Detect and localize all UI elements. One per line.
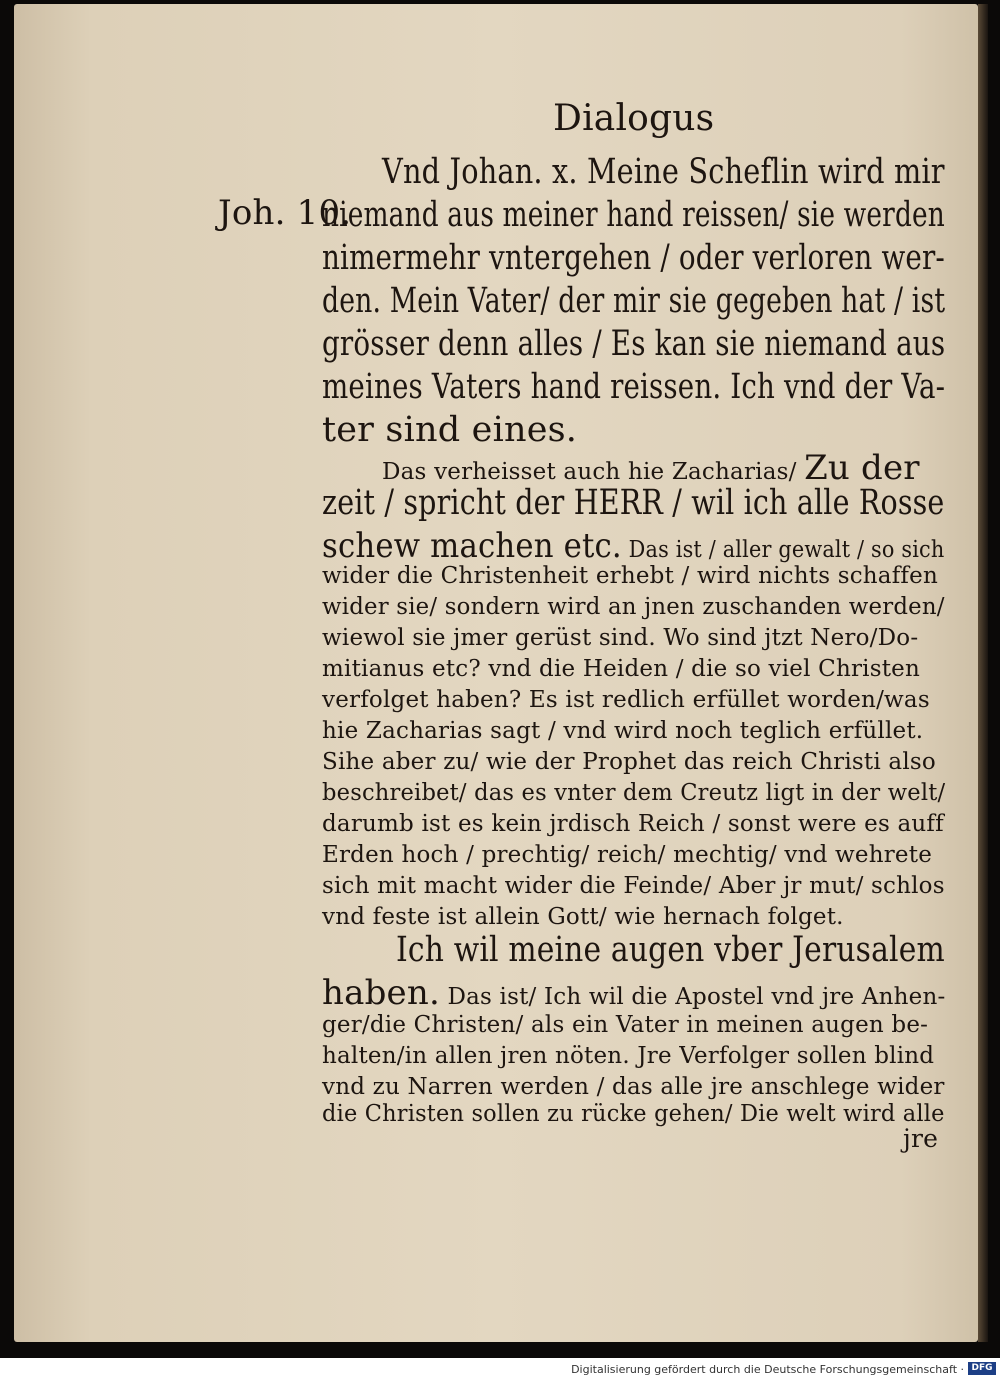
text-line: Sihe aber zu/ wie der Prophet das reich Christi also [322, 749, 936, 775]
text-line [322, 526, 944, 566]
text-line: beschreibet/ das es vnter dem Creutz ligt in der welt/ [322, 780, 946, 806]
scripture-text: Zu der [804, 448, 920, 488]
commentary-text: Das verheisset auch hie Zacharias/ [382, 459, 797, 485]
scripture-text: schew machen etc. [322, 526, 622, 566]
running-header: Dialogus [553, 98, 715, 139]
text-line: die Christen sollen zu rücke gehen/ Die welt wird alle [322, 1101, 945, 1127]
footer-credit: Digitalisierung gefördert durch die Deutsche Forschungsgemeinschaft · [571, 1363, 964, 1376]
footer [0, 1358, 1000, 1379]
dfg-logo: DFG [968, 1362, 996, 1375]
text-line: verfolget haben? Es ist redlich erfüllet worden/was [322, 687, 930, 713]
catchword: jre [903, 1124, 939, 1153]
text-line: ter sind eines. [322, 410, 578, 450]
text-line [382, 448, 920, 488]
text-line: niemand aus meiner hand reissen/ sie werden [322, 195, 945, 235]
text-line: hie Zacharias sagt / vnd wird noch teglich erfüllet. [322, 718, 924, 744]
text-line: meines Vaters hand reissen. Ich vnd der Va- [322, 367, 946, 407]
text-line: vnd feste ist allein Gott/ wie hernach folget. [322, 904, 844, 930]
text-line: mitianus etc? vnd die Heiden / die so viel Christen [322, 656, 921, 682]
text-line: wiewol sie jmer gerüst sind. Wo sind jtzt Nero/Do- [322, 625, 919, 651]
text-line: wider sie/ sondern wird an jnen zuschanden werden/ [322, 594, 945, 620]
text-line: den. Mein Vater/ der mir sie gegeben hat / ist [322, 281, 946, 321]
page-edge [978, 4, 988, 1342]
text-line: halten/in allen jren nöten. Jre Verfolger sollen blind [322, 1043, 935, 1069]
text-line: nimermehr vntergehen / oder verloren wer- [322, 238, 945, 278]
scripture-line: zeit / spricht der HERR / wil ich alle Rosse [322, 483, 945, 523]
text-line: darumb ist es kein jrdisch Reich / sonst were es auff [322, 811, 944, 837]
text-line: Vnd Johan. x. Meine Scheflin wird mir [382, 152, 945, 192]
scripture-line: Ich wil meine augen vber Jerusalem [396, 930, 945, 970]
text-line: vnd zu Narren werden / das alle jre anschlege wider [322, 1074, 945, 1100]
text-line: grösser denn alles / Es kan sie niemand aus [322, 324, 946, 364]
text-line: wider die Christenheit erhebt / wird nichts schaffen [322, 563, 938, 589]
text-line: ger/die Christen/ als ein Vater in meinen augen be- [322, 1012, 929, 1038]
scripture-text: haben. [322, 973, 440, 1013]
text-line [322, 973, 945, 1013]
commentary-text: Das ist / aller gewalt / so sich [628, 537, 945, 563]
text-line: Erden hoch / prechtig/ reich/ mechtig/ vnd wehrete [322, 842, 932, 868]
text-line: sich mit macht wider die Feinde/ Aber jr mut/ schlos [322, 873, 945, 899]
margin-note: Joh. 10. [218, 193, 352, 233]
commentary-text: Das ist/ Ich wil die Apostel vnd jre Anhen- [447, 984, 946, 1010]
